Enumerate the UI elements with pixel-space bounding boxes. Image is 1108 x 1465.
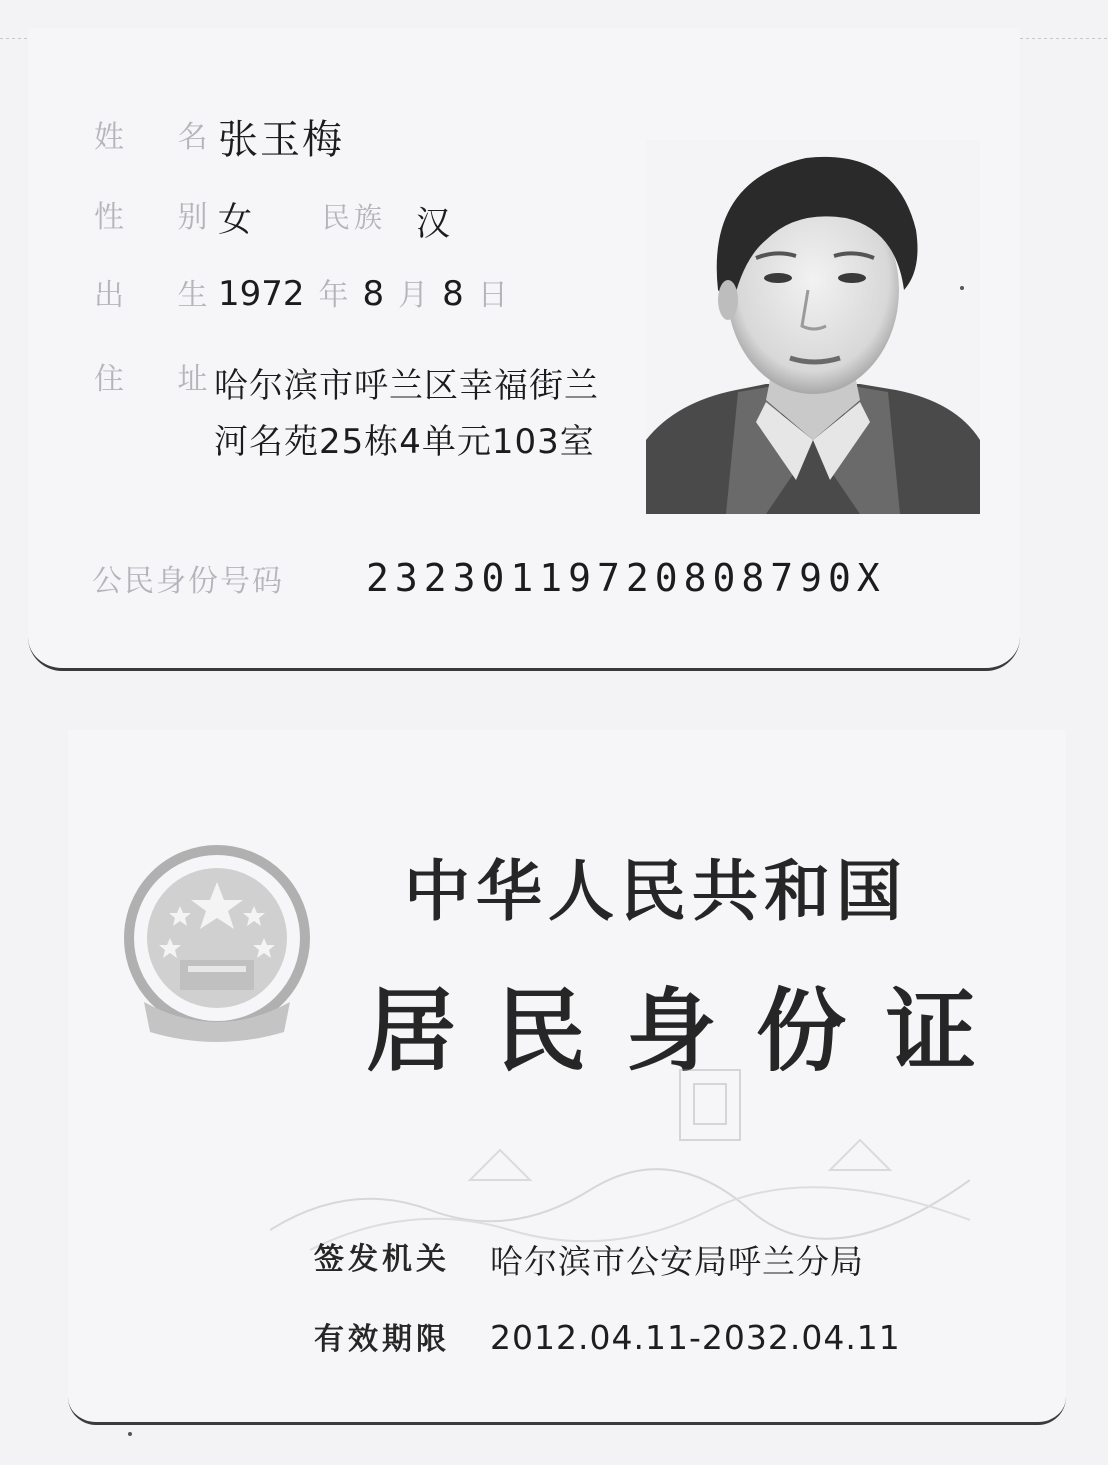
portrait-photo [646,140,980,514]
sex-value: 女 [218,200,252,240]
scan-speck [128,1432,132,1436]
address-line-2: 河名苑25栋4单元103室 [214,422,595,462]
birth-month: 8 [362,274,385,314]
birth-day: 8 [442,274,464,314]
birth-year-unit: 年 [318,278,349,313]
ethnicity-value: 汉 [416,204,450,244]
card-title: 居民身份证 [366,978,1016,1084]
issuer-value: 哈尔滨市公安局呼兰分局 [490,1242,864,1281]
id-number-label: 公民身份号码 [92,564,284,599]
name-label: 姓 名 [94,120,230,155]
national-emblem-icon [124,842,310,1042]
id-number-value: 23230119720808790X [366,556,886,600]
birth-year: 1972 [218,274,305,314]
address-label: 住 址 [94,362,230,397]
birth-day-unit: 日 [477,278,508,313]
name-value: 张玉梅 [218,117,344,163]
validity-value: 2012.04.11-2032.04.11 [490,1318,901,1357]
address-line-1: 哈尔滨市呼兰区幸福街兰 [214,366,599,406]
birth-label: 出 生 [94,278,230,313]
sex-label: 性 别 [94,200,230,235]
country-title: 中华人民共和国 [404,852,908,930]
issuer-label: 签发机关 [314,1242,450,1277]
birth-date [218,270,522,314]
scan-speck [960,286,964,290]
ethnicity-label: 民族 [322,201,387,234]
birth-month-unit: 月 [398,278,429,313]
validity-label: 有效期限 [314,1322,450,1357]
background-pattern [270,1060,970,1260]
